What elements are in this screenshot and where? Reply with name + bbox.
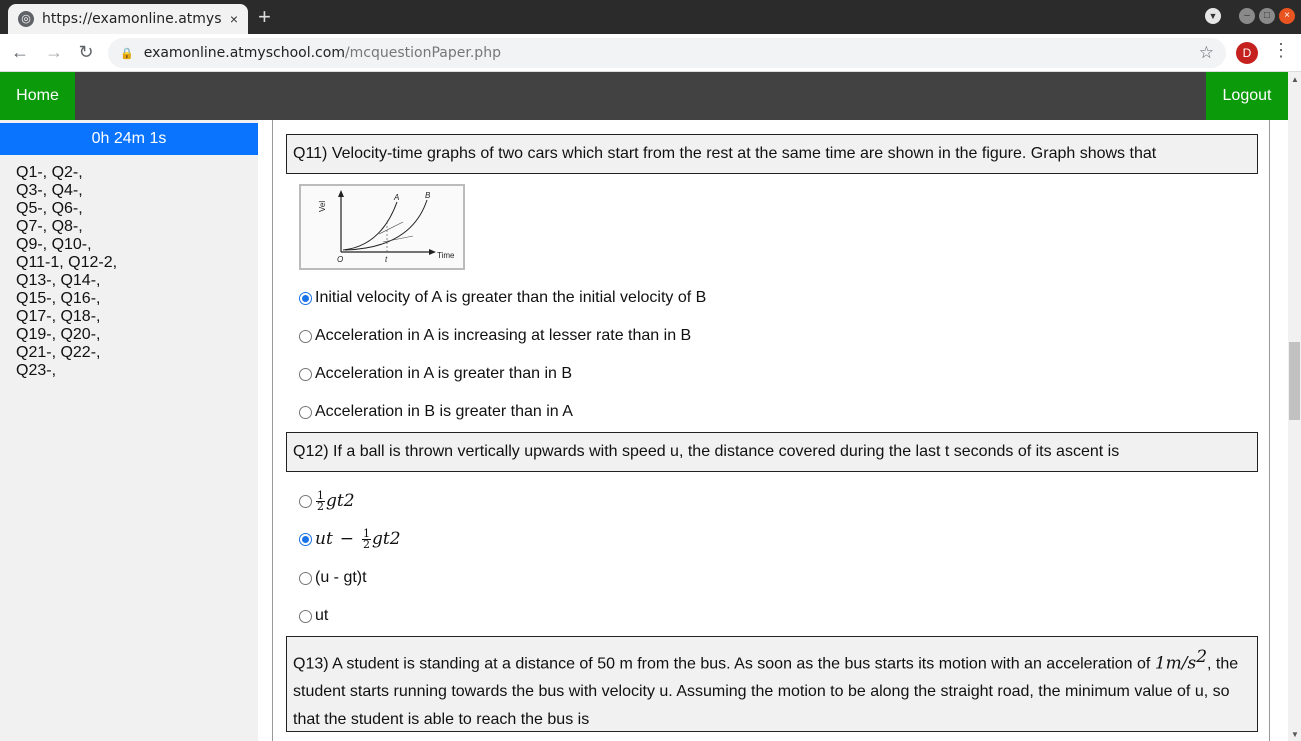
q12-option-2[interactable] xyxy=(299,526,401,552)
back-button[interactable]: ← xyxy=(11,42,29,62)
q11-option-1[interactable] xyxy=(299,288,706,308)
fraction: $\frac{1}{2}$ xyxy=(317,488,324,513)
radio-unselected[interactable] xyxy=(299,406,312,419)
radio-unselected[interactable] xyxy=(299,330,312,343)
y-axis-label: Vel xyxy=(318,200,327,212)
url-path: /mcquestionPaper.php xyxy=(344,45,501,61)
browser-toolbar xyxy=(0,34,1301,72)
scroll-up-icon[interactable]: ▲ xyxy=(1291,75,1299,84)
tab-search-icon[interactable]: ▼ xyxy=(1205,8,1221,24)
option-label: Acceleration in A is greater than in B xyxy=(315,365,573,382)
math-power: 2 xyxy=(389,529,401,549)
q13-unit-power: 2 xyxy=(1196,647,1208,667)
radio-unselected[interactable] xyxy=(299,572,312,585)
question-11-text: Q11) Velocity-time graphs of two cars which start from the rest at the same time are shown in the figure. Graph shows that xyxy=(286,134,1258,174)
q12-option-4[interactable] xyxy=(299,606,328,626)
t-label: t xyxy=(385,255,388,264)
question-status-row[interactable]: Q21-, Q22-, xyxy=(16,344,101,361)
question-status-row[interactable]: Q17-, Q18-, xyxy=(16,308,101,325)
q12-option-3[interactable] xyxy=(299,568,367,588)
radio-unselected[interactable] xyxy=(299,368,312,381)
question-paper xyxy=(272,120,1270,741)
curve-a-label: A xyxy=(394,193,400,202)
question-status-row[interactable]: Q7-, Q8-, xyxy=(16,218,83,235)
browser-menu-icon[interactable]: ⋮ xyxy=(1272,40,1290,60)
window-controls xyxy=(1205,8,1295,24)
question-status-row[interactable]: Q9-, Q10-, xyxy=(16,236,92,253)
new-tab-button[interactable]: + xyxy=(258,4,271,29)
option-label: Acceleration in A is increasing at lesser rate than in B xyxy=(315,327,692,344)
reload-button[interactable]: ↻ xyxy=(78,42,94,62)
x-axis-label: Time xyxy=(437,251,455,260)
logout-button[interactable]: Logout xyxy=(1206,72,1288,120)
browser-tab[interactable] xyxy=(8,4,248,34)
q13-unit: 1m/s xyxy=(1154,653,1197,674)
option-label: Initial velocity of A is greater than the initial velocity of B xyxy=(315,289,707,306)
q13-text-after: , the student starts running towards the bus with velocity u. Assuming the motion to be along the straight road, the minimum value of u, so that the student is able to reach the bus is xyxy=(293,655,1239,729)
option-label: ut xyxy=(315,607,329,624)
q11-option-2[interactable] xyxy=(299,326,691,346)
profile-avatar[interactable]: D xyxy=(1236,42,1258,64)
question-13-text xyxy=(286,636,1258,732)
fraction: $\frac{1}{2}$ xyxy=(363,526,371,551)
minimize-icon[interactable]: – xyxy=(1239,8,1255,24)
question-status-row[interactable]: Q5-, Q6-, xyxy=(16,200,83,217)
home-button[interactable]: Home xyxy=(0,72,75,120)
browser-tab-bar xyxy=(0,0,1301,34)
q11-option-4[interactable] xyxy=(299,402,573,422)
question-12-text: Q12) If a ball is thrown vertically upwards with speed u, the distance covered during the last t seconds of its ascent is xyxy=(286,432,1258,472)
question-status-row[interactable]: Q19-, Q20-, xyxy=(16,326,101,343)
question-status-row[interactable]: Q23-, xyxy=(16,362,57,379)
q12-option-1[interactable] xyxy=(299,488,355,514)
option-label: Acceleration in B is greater than in A xyxy=(315,403,573,420)
math-minus: − xyxy=(339,529,355,549)
question-status-row[interactable]: Q15-, Q16-, xyxy=(16,290,101,307)
url-host: examonline.atmyschool.com xyxy=(143,45,345,61)
math-lead-term: ut xyxy=(315,529,333,549)
forward-button[interactable]: → xyxy=(45,42,63,62)
option-label: (u - gt)t xyxy=(315,569,367,586)
q13-text-before: Q13) A student is standing at a distance of 50 m from the bus. As soon as the bus starts its motion with an acceleration of xyxy=(293,655,1155,673)
question-status-row[interactable]: Q1-, Q2-, xyxy=(16,164,83,181)
scroll-down-icon[interactable]: ▼ xyxy=(1291,730,1299,739)
radio-unselected[interactable] xyxy=(299,495,312,508)
lock-icon[interactable]: 🔒 xyxy=(120,47,134,60)
velocity-time-graph xyxy=(301,186,463,268)
curve-b-label: B xyxy=(425,191,431,200)
math-power: 2 xyxy=(343,491,355,511)
maximize-icon[interactable]: □ xyxy=(1259,8,1275,24)
origin-label: O xyxy=(337,255,344,264)
radio-selected[interactable] xyxy=(299,533,312,546)
velocity-time-graph-figure xyxy=(299,184,465,270)
question-sidebar xyxy=(0,120,258,741)
q11-option-3[interactable] xyxy=(299,364,572,384)
question-status-list xyxy=(16,164,117,380)
page-scrollbar[interactable] xyxy=(1288,72,1301,741)
globe-icon: ◎ xyxy=(18,11,34,27)
bookmark-star-icon[interactable]: ☆ xyxy=(1198,43,1214,62)
site-header xyxy=(0,72,1288,120)
scrollbar-thumb[interactable] xyxy=(1289,342,1300,420)
math-term: gt xyxy=(326,491,344,511)
radio-selected[interactable] xyxy=(299,292,312,305)
question-status-row[interactable]: Q13-, Q14-, xyxy=(16,272,101,289)
question-status-row[interactable]: Q11-1, Q12-2, xyxy=(16,254,118,271)
tab-title: https://examonline.atmys xyxy=(42,11,222,27)
question-status-row[interactable]: Q3-, Q4-, xyxy=(16,182,83,199)
radio-unselected[interactable] xyxy=(299,610,312,623)
address-bar[interactable] xyxy=(108,38,1226,68)
math-term: gt xyxy=(372,529,390,549)
tab-close-icon[interactable]: × xyxy=(229,11,238,27)
close-window-icon[interactable]: × xyxy=(1279,8,1295,24)
exam-timer: 0h 24m 1s xyxy=(0,123,258,155)
